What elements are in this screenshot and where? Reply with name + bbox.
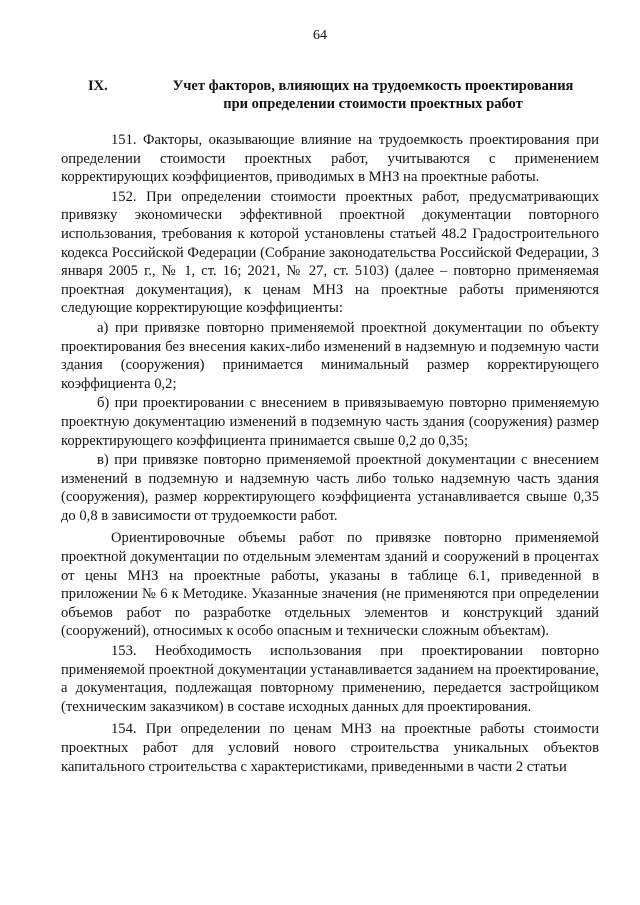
section-heading (88, 77, 608, 113)
section-title (138, 77, 608, 113)
document-body (61, 131, 599, 777)
paragraph-152-b: б) при проектировании с внесением в привязываемую повторно применяемую проектную документацию изменений в подземную часть здания (сооружения) размер корректирующего коэффициента принимается свыше 0,2 до 0,35; (61, 395, 599, 449)
section-title-line-2: при определении стоимости проектных работ (223, 96, 523, 112)
paragraph-153: 153. Необходимость использования при проектировании повторно применяемой проектной документации устанавливается заданием на проектирование, а документация, подлежащая повторному применению, передается застройщиком (техническим заказчиком) в составе исходных данных для проектирования. (61, 643, 599, 715)
paragraph-154: 154. При определении по ценам МНЗ на проектные работы стоимости проектных работ для условий нового строительства уникальных объектов капитального строительства с характеристиками, приведенными в части 2 статьи (61, 721, 599, 775)
paragraph-152-note: Ориентировочные объемы работ по привязке повторно применяемой проектной документации по отдельным элементам зданий и сооружений в процентах от цены МНЗ на проектные работы, указаны в таблице 6.1, приведенной в приложении № 6 к Методике. Указанные значения (не применяются при определении объемов работ по разработке отдельных элементов и конструкций зданий (сооружений), относимых к особо опасным и технически сложным объектам). (61, 530, 599, 640)
paragraph-151: 151. Факторы, оказывающие влияние на трудоемкость проектирования при определении стоимости проектных работ, учитываются с применением корректирующих коэффициентов, приводимых в МНЗ на проектные работы. (61, 132, 599, 186)
paragraph-152: 152. При определении стоимости проектных работ, предусматривающих привязку экономически эффективной проектной документации повторного использования, требования к которой установлены статьей 48.2 Градостроительного кодекса Российской Федерации (Собрание законодательства Российской Федерации, 3 января 2005 г., № 1, ст. 16; 2021, № 27, ст. 5103) (далее – повторно применяемая проектная документация), к ценам МНЗ на проектные работы применяются следующие корректирующие коэффициенты: (61, 188, 599, 317)
section-number: IX. (88, 78, 108, 94)
paragraph-152-a: а) при привязке повторно применяемой проектной документации по объекту проектирования без внесения каких-либо изменений в надземную и подземную части здания (сооружения) принимается минимальный размер корректирующего коэффициента 0,2; (61, 319, 599, 392)
paragraph-152-v: в) при привязке повторно применяемой проектной документации с внесением изменений в подземную и надземную часть либо только надземную часть здания (сооружения), размер корректирующего коэффициента устанавливается свыше 0,35 до 0,8 в зависимости от трудоемкости работ. (61, 452, 599, 524)
page-number: 64 (313, 28, 327, 43)
section-title-line-1: Учет факторов, влияющих на трудоемкость проектирования (172, 78, 574, 94)
